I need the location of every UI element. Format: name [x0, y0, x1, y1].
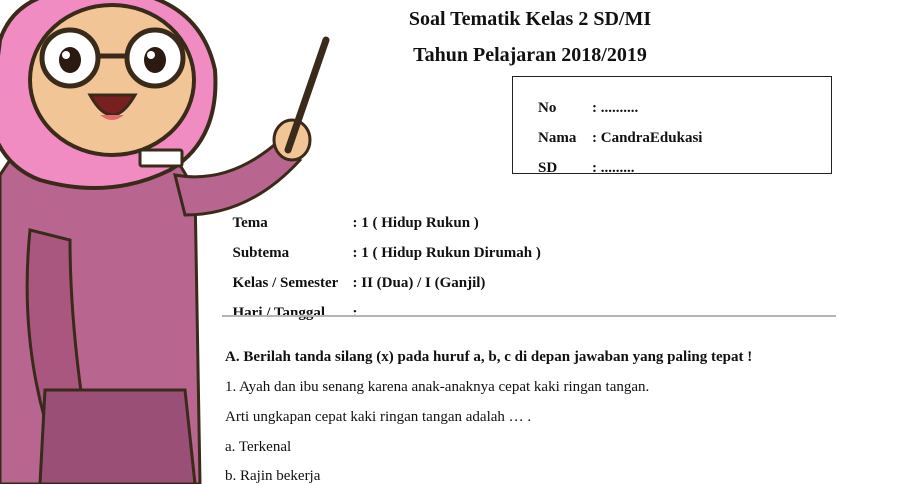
subtema-value: : 1 ( Hidup Rukun Dirumah ): [352, 245, 541, 261]
sd-value: : .........: [592, 160, 635, 176]
id-row-sd: [523, 143, 635, 194]
nama-value: : CandraEdukasi: [592, 130, 703, 146]
tema-label: Tema: [232, 215, 268, 231]
page-title: Soal Tematik Kelas 2 SD/MI: [408, 8, 652, 30]
kelas-value: : II (Dua) / I (Ganjil): [352, 275, 486, 291]
hari-label: Hari / Tanggal: [232, 305, 326, 321]
question-1-prompt: Arti ungkapan cepat kaki ringan tangan adalah … .: [225, 409, 532, 425]
student-identity-box: [512, 76, 832, 174]
subtema-label: Subtema: [232, 245, 290, 261]
hari-value: :: [352, 305, 358, 321]
no-label: No: [538, 100, 557, 116]
nama-label: Nama: [538, 130, 577, 146]
info-tema: [225, 198, 479, 232]
info-kelas: [225, 258, 485, 292]
no-value: : ..........: [592, 100, 639, 116]
option-b[interactable]: b. Rajin bekerja: [225, 468, 321, 484]
tema-value: : 1 ( Hidup Rukun ): [352, 215, 479, 231]
kelas-label: Kelas / Semester: [232, 275, 339, 291]
sd-label: SD: [538, 160, 558, 176]
question-1-stem: 1. Ayah dan ibu senang karena anak-anaknya cepat kaki ringan tangan.: [225, 379, 650, 395]
option-a[interactable]: a. Terkenal: [225, 439, 292, 455]
section-a-instruction: A. Berilah tanda silang (x) pada huruf a, b, c di depan jawaban yang paling tepat !: [225, 349, 753, 365]
info-subtema: [225, 228, 541, 262]
school-year: Tahun Pelajaran 2018/2019: [413, 44, 647, 66]
section-divider: [222, 315, 836, 317]
